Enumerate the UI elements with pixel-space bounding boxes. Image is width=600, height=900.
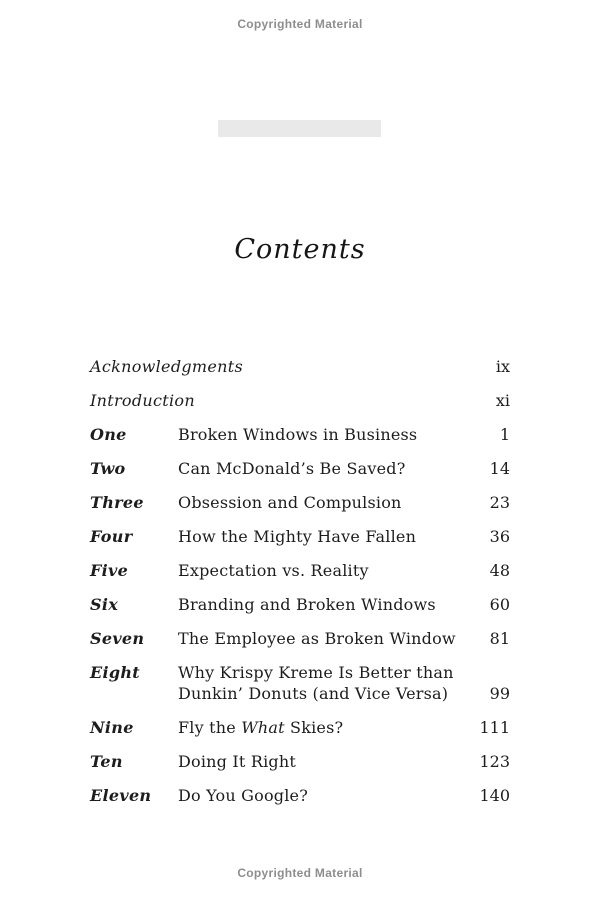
chapter-title-text: Fly the <box>178 718 242 737</box>
redacted-placeholder-bar <box>218 120 381 137</box>
copyright-notice-bottom: Copyrighted Material <box>237 866 363 880</box>
chapter-title: Do You Google? <box>178 786 308 805</box>
page-number: 140 <box>479 786 510 805</box>
chapter-label: Two <box>90 459 126 478</box>
chapter-title: Can McDonald’s Be Saved? <box>178 459 406 478</box>
table-of-contents <box>90 356 510 819</box>
front-matter-label: Introduction <box>90 391 195 410</box>
chapter-title <box>178 662 468 704</box>
chapter-title: Obsession and Compulsion <box>178 493 402 512</box>
chapter-title: Branding and Broken Windows <box>178 595 436 614</box>
toc-row-chapter-eleven <box>90 785 510 806</box>
page-number: 81 <box>489 629 510 648</box>
chapter-label: One <box>90 425 127 444</box>
chapter-label: Four <box>90 527 133 546</box>
toc-row-chapter-seven <box>90 628 510 649</box>
page-number: xi <box>495 391 510 410</box>
page-number: 14 <box>489 459 510 478</box>
page-number: 60 <box>489 595 510 614</box>
toc-row-chapter-eight <box>90 662 510 704</box>
chapter-title: The Employee as Broken Window <box>178 629 456 648</box>
chapter-title: Expectation vs. Reality <box>178 561 369 580</box>
page-number: 23 <box>489 493 510 512</box>
chapter-label: Five <box>90 561 129 580</box>
chapter-label: Seven <box>90 629 145 648</box>
front-matter-label: Acknowledgments <box>90 357 243 376</box>
chapter-title-line-2: Dunkin’ Donuts (and Vice Versa) <box>178 684 449 703</box>
chapter-label: Three <box>90 493 144 512</box>
chapter-title-text: Skies? <box>284 718 344 737</box>
page-number: 48 <box>489 561 510 580</box>
toc-row-chapter-five <box>90 560 510 581</box>
toc-row-chapter-six <box>90 594 510 615</box>
chapter-label: Nine <box>90 718 134 737</box>
toc-row-chapter-three <box>90 492 510 513</box>
toc-row-chapter-four <box>90 526 510 547</box>
toc-row-chapter-nine <box>90 717 510 738</box>
chapter-label: Six <box>90 595 119 614</box>
chapter-title-emphasis: What <box>241 718 285 737</box>
chapter-title: Doing It Right <box>178 752 296 771</box>
page-title: Contents <box>234 234 366 265</box>
chapter-label: Eight <box>90 663 140 682</box>
toc-row-acknowledgments <box>90 356 510 377</box>
page-number: ix <box>495 357 510 376</box>
page-number: 99 <box>489 684 510 703</box>
page-number: 36 <box>489 527 510 546</box>
copyright-notice-top: Copyrighted Material <box>237 17 363 31</box>
chapter-label: Eleven <box>90 786 152 805</box>
chapter-title: How the Mighty Have Fallen <box>178 527 417 546</box>
chapter-title-line-1: Why Krispy Kreme Is Better than <box>178 663 454 682</box>
chapter-label: Ten <box>90 752 123 771</box>
page-number: 123 <box>479 752 510 771</box>
chapter-title <box>178 717 468 738</box>
page-number: 111 <box>479 718 510 737</box>
toc-row-chapter-two <box>90 458 510 479</box>
chapter-title: Broken Windows in Business <box>178 425 418 444</box>
toc-row-introduction <box>90 390 510 411</box>
toc-row-chapter-one <box>90 424 510 445</box>
page-number: 1 <box>499 425 510 444</box>
toc-row-chapter-ten <box>90 751 510 772</box>
